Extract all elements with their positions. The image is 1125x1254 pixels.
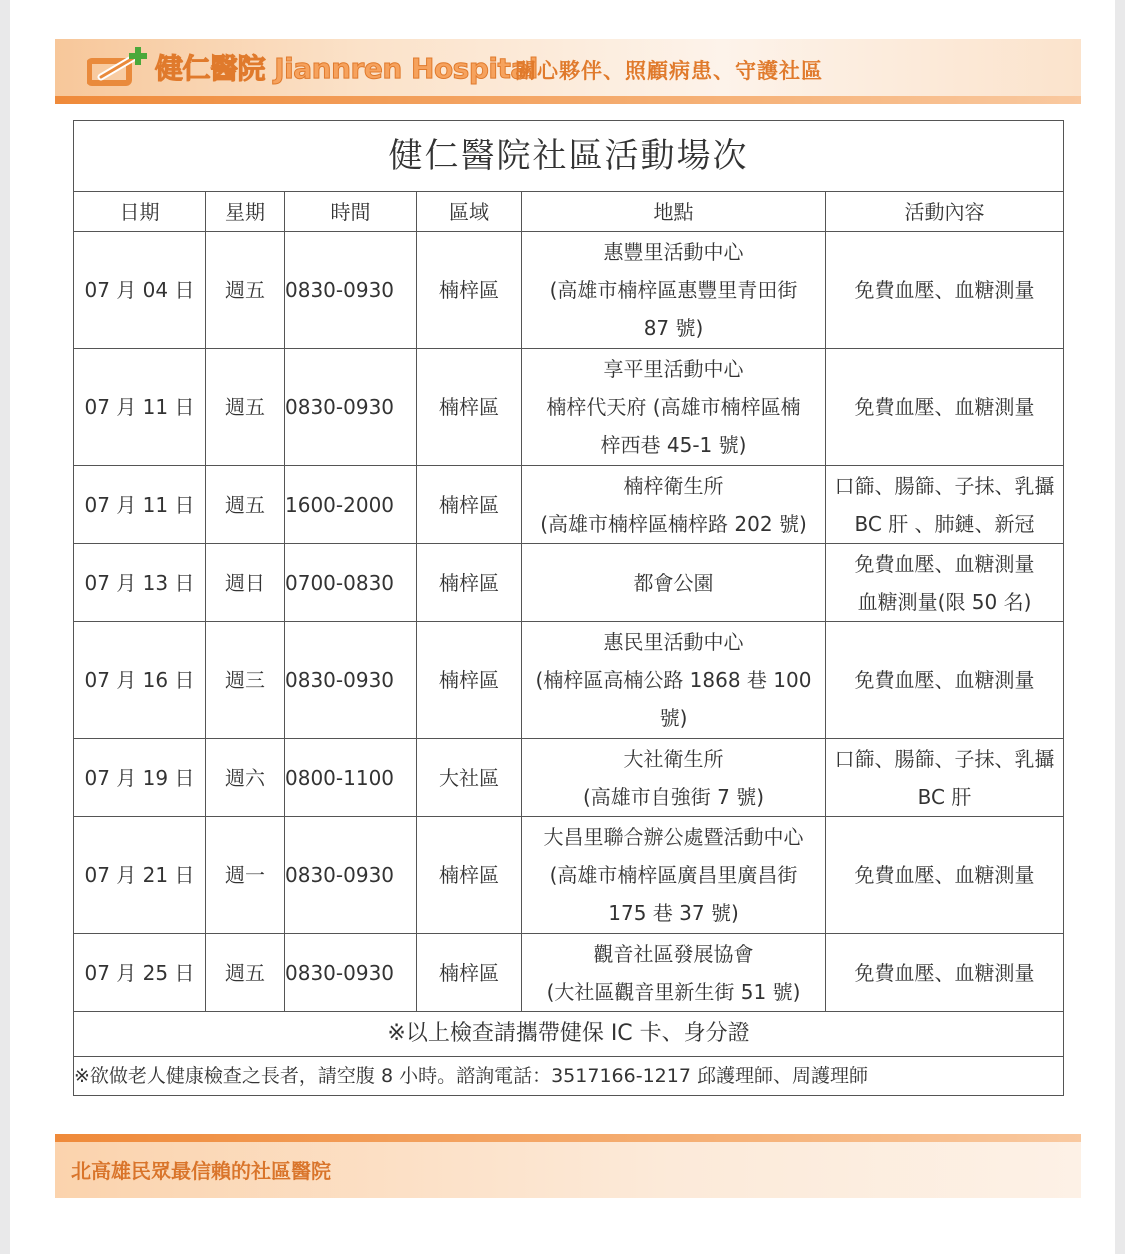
weekday-cell: 週五 [206,232,285,349]
place-line: 惠民里活動中心 [603,630,744,654]
place-cell [522,466,826,544]
activity-cell [826,466,1064,544]
place-line: 梓西巷 45-1 號) [600,433,747,457]
date-cell: 07 月 19 日 [74,739,206,817]
place-cell [522,739,826,817]
place-cell [522,934,826,1012]
place-cell [522,349,826,466]
activity-line: 免費血壓、血糖測量 [854,278,1035,302]
activity-line: 免費血壓、血糖測量 [854,395,1035,419]
area-cell: 楠梓區 [417,349,522,466]
activity-line: BC 肝 、肺鏈、新冠 [854,511,1035,536]
place-line: 大社衛生所 [623,746,724,771]
weekday-cell: 週五 [206,349,285,466]
activity-line: 免費血壓、血糖測量 [854,668,1035,692]
time-cell: 0830-0930 [285,349,417,466]
place-line: 都會公園 [633,570,714,595]
activity-cell [826,544,1064,622]
weekday-cell: 週三 [206,622,285,739]
area-cell: 楠梓區 [417,232,522,349]
activity-schedule-table [73,120,1064,1096]
footer-accent-bar [55,1134,1081,1142]
place-line: 享平里活動中心 [603,357,744,381]
footer-banner [55,1134,1081,1198]
column-header-weekday: 星期 [206,192,285,232]
area-cell: 大社區 [417,739,522,817]
contact-note: ※欲做老人健康檢查之長者，請空腹 8 小時。諮詢電話：3517166-1217 邱護理師、周護理師 [74,1057,1064,1096]
table-row [74,934,1064,1012]
place-line: (高雄市楠梓區惠豐里青田街 [549,278,798,302]
place-line: 楠梓衛生所 [623,473,724,498]
time-cell: 1600-2000 [285,466,417,544]
activity-line: 免費血壓、血糖測量 [854,960,1035,985]
weekday-cell: 週五 [206,934,285,1012]
time-cell: 0700-0830 [285,544,417,622]
time-cell: 0830-0930 [285,232,417,349]
place-line: 楠梓代天府 (高雄市楠梓區楠 [546,395,801,419]
column-header-area: 區域 [417,192,522,232]
time-cell: 0800-1100 [285,739,417,817]
header-banner [55,39,1081,104]
activity-line: 免費血壓、血糖測量 [854,551,1035,576]
table-row [74,349,1064,466]
weekday-cell: 週六 [206,739,285,817]
place-line: 87 號) [643,316,704,340]
place-cell [522,817,826,934]
table-row [74,817,1064,934]
date-cell: 07 月 13 日 [74,544,206,622]
weekday-cell: 週一 [206,817,285,934]
date-cell: 07 月 11 日 [74,349,206,466]
place-cell [522,544,826,622]
activity-line: 血糖測量(限 50 名) [857,589,1032,614]
area-cell: 楠梓區 [417,934,522,1012]
table-title: 健仁醫院社區活動場次 [74,121,1064,192]
table-header-row [74,192,1064,232]
activity-line: 口篩、腸篩、子抹、乳攝 [834,473,1055,498]
area-cell: 楠梓區 [417,622,522,739]
place-line: (高雄市楠梓區廣昌里廣昌街 [549,863,798,887]
activity-cell [826,622,1064,739]
place-cell [522,622,826,739]
header-accent-bar [55,96,1081,104]
table-row [74,466,1064,544]
time-cell: 0830-0930 [285,622,417,739]
date-cell: 07 月 21 日 [74,817,206,934]
area-cell: 楠梓區 [417,817,522,934]
area-cell: 楠梓區 [417,544,522,622]
place-line: 號) [659,706,688,730]
id-card-note: ※以上檢查請攜帶健保 IC 卡、身分證 [74,1012,1064,1057]
activity-line: BC 肝 [917,784,972,809]
table-row [74,739,1064,817]
table-row [74,232,1064,349]
footer-tagline: 北高雄民眾最信賴的社區醫院 [71,1159,331,1183]
column-header-activity: 活動內容 [826,192,1064,232]
activity-cell [826,934,1064,1012]
weekday-cell: 週日 [206,544,285,622]
date-cell: 07 月 25 日 [74,934,206,1012]
place-line: (高雄市楠梓區楠梓路 202 號) [540,511,807,536]
date-cell: 07 月 11 日 [74,466,206,544]
time-cell: 0830-0930 [285,817,417,934]
date-cell: 07 月 16 日 [74,622,206,739]
time-cell: 0830-0930 [285,934,417,1012]
area-cell: 楠梓區 [417,466,522,544]
activity-cell [826,739,1064,817]
place-line: (大社區觀音里新生街 51 號) [546,979,801,1004]
place-line: 大昌里聯合辦公處暨活動中心 [543,825,804,849]
document-page [10,0,1115,1254]
hospital-name: 健仁醫院 Jiannren Hospital [155,52,538,85]
column-header-place: 地點 [522,192,826,232]
column-header-time: 時間 [285,192,417,232]
table-row [74,544,1064,622]
table-row [74,622,1064,739]
date-cell: 07 月 04 日 [74,232,206,349]
activity-line: 免費血壓、血糖測量 [854,863,1035,887]
place-line: 惠豐里活動中心 [603,240,744,264]
activity-cell [826,817,1064,934]
hospital-logo-icon [87,47,149,87]
place-line: (高雄市自強街 7 號) [582,784,765,809]
place-cell [522,232,826,349]
weekday-cell: 週五 [206,466,285,544]
column-header-date: 日期 [74,192,206,232]
place-line: (楠梓區高楠公路 1868 巷 100 [535,668,812,692]
activity-line: 口篩、腸篩、子抹、乳攝 [834,746,1055,771]
activity-cell [826,349,1064,466]
place-line: 觀音社區發展協會 [593,941,754,966]
activity-cell [826,232,1064,349]
hospital-slogan: 關心夥伴、照顧病患、守護社區 [515,59,823,83]
place-line: 175 巷 37 號) [608,901,739,925]
